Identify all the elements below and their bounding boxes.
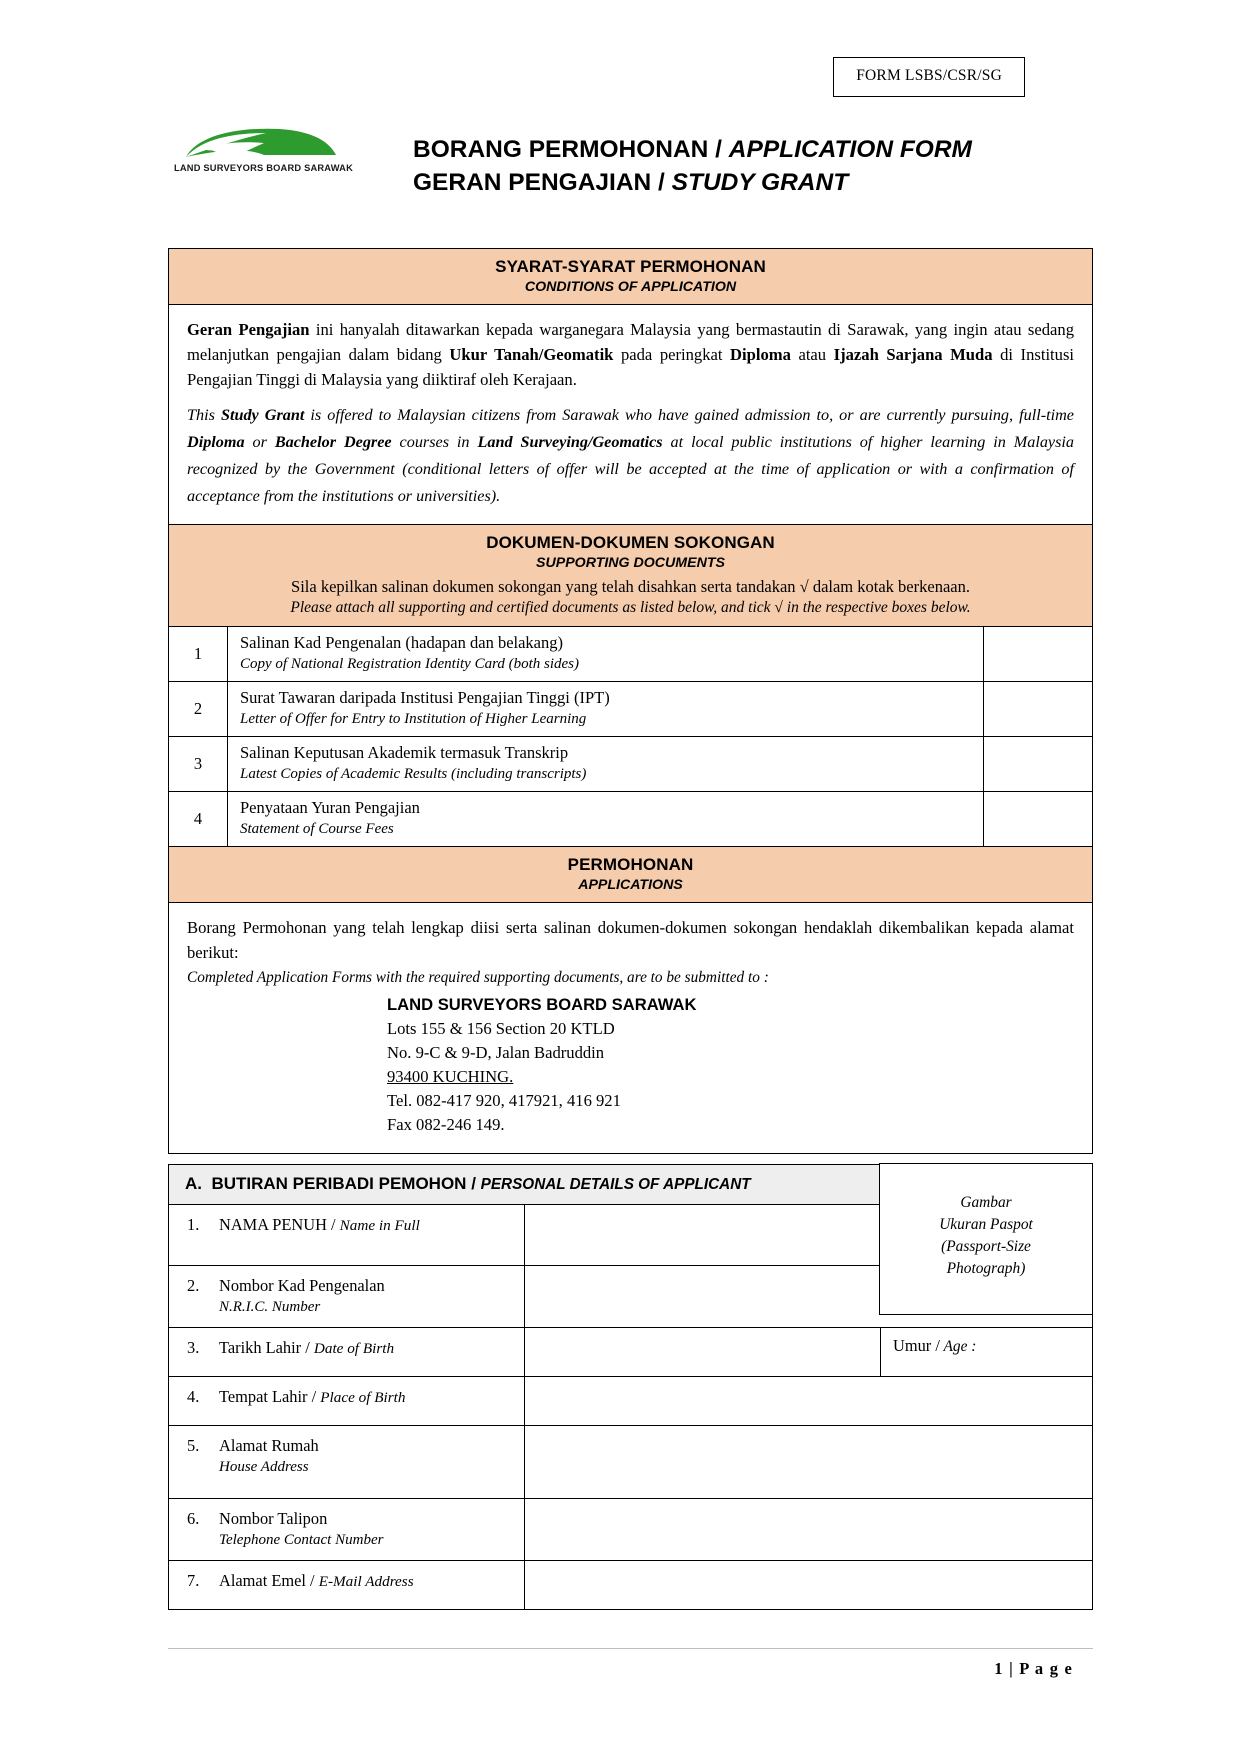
document-row-number: 1 [169, 627, 228, 681]
conditions-en-text-7: courses in [391, 433, 478, 451]
applications-heading-band [169, 847, 1092, 903]
document-row-text-ms: Penyataan Yuran Pengajian [240, 798, 420, 817]
section-a-heading-en: PERSONAL DETAILS OF APPLICANT [480, 1176, 751, 1193]
field-index-2: 2. [187, 1276, 200, 1295]
conditions-heading-band [169, 249, 1092, 305]
document-row-text [228, 737, 983, 791]
document-row-number: 3 [169, 737, 228, 791]
title-line-2-en: STUDY GRANT [671, 169, 849, 196]
field-label-name-text [187, 1213, 518, 1237]
applications-heading-en: APPLICATIONS [578, 877, 683, 893]
conditions-en-bold-2: Study Grant [220, 406, 305, 424]
section-a-heading-sep: / [466, 1174, 481, 1193]
document-row [169, 792, 1092, 847]
field-label-phone-en: Telephone Contact Number [219, 1532, 384, 1548]
applications-text-en: Completed Application Forms with the required supporting documents, are to be submitted to : [187, 969, 769, 986]
field-label-dob-en: Date of Birth [313, 1340, 395, 1357]
document-row-text-en: Statement of Course Fees [240, 821, 394, 837]
field-label-address-text [187, 1434, 518, 1457]
photo-box-line-3: (Passport-Size [941, 1238, 1031, 1255]
document-row-text [228, 627, 983, 681]
field-label-nric-ms: Nombor Kad Pengenalan [219, 1276, 385, 1295]
passport-photo-box [879, 1163, 1093, 1315]
field-label-pob [169, 1377, 525, 1425]
document-row-text-en: Copy of National Registration Identity Card (both sides) [240, 656, 580, 672]
field-label-address-ms: Alamat Rumah [219, 1436, 319, 1455]
applications-body [169, 903, 1092, 1153]
conditions-paragraph-ms [187, 317, 1074, 392]
field-label-pob-en: Place of Birth [320, 1389, 406, 1406]
field-value-dob-row [525, 1328, 1092, 1376]
field-label-pob-text [187, 1385, 518, 1409]
footer-divider [168, 1648, 1093, 1649]
document-row-tick-box[interactable] [983, 737, 1092, 791]
photo-box-line-1: Gambar [960, 1194, 1012, 1211]
document-row-text-ms: Surat Tawaran daripada Institusi Pengajian Tinggi (IPT) [240, 688, 610, 707]
title-line-1-ms: BORANG PERMOHONAN [413, 136, 709, 163]
field-index-7: 7. [187, 1571, 200, 1590]
field-index-1: 1. [187, 1215, 200, 1234]
conditions-en-text-1: This [187, 406, 221, 424]
field-index-6: 6. [187, 1509, 200, 1528]
field-row-dob [169, 1328, 1092, 1377]
field-label-email-ms: Alamat Emel [219, 1571, 306, 1590]
document-row-text-ms: Salinan Kad Pengenalan (hadapan dan belakang) [240, 633, 563, 652]
field-input-phone[interactable] [525, 1499, 1092, 1560]
document-row-number: 4 [169, 792, 228, 846]
field-input-address[interactable] [525, 1426, 1092, 1498]
field-row-phone [169, 1499, 1092, 1561]
field-label-dob-sep: / [301, 1338, 314, 1357]
title-line-1-en: APPLICATION FORM [728, 136, 972, 163]
field-label-dob-text [187, 1336, 518, 1360]
conditions-en-text-9: at local public institutions of higher learning in Malaysia recognized by the Government (conditional letters of offer will be accepted at the time of application or with a confirmation of acceptance from the institutions or universities). [187, 433, 1075, 505]
conditions-en-text-3: is offered to Malaysian citizens from Sarawak who have gained admission to, or are currently pursuing, full-time [304, 406, 1074, 424]
field-label-name-sep: / [326, 1215, 340, 1234]
field-label-nric-en: N.R.I.C. Number [219, 1299, 321, 1315]
title-line-1-sep: / [708, 136, 729, 163]
address-line-fax: Fax 082-246 149. [387, 1115, 505, 1134]
field-label-nric [169, 1266, 525, 1327]
documents-heading-en: SUPPORTING DOCUMENTS [536, 555, 725, 571]
field-label-phone-text [187, 1507, 518, 1530]
document-row-tick-box[interactable] [983, 792, 1092, 846]
field-index-3: 3. [187, 1338, 200, 1357]
photo-box-line-4: Photograph) [946, 1260, 1026, 1277]
documents-heading-ms: DOKUMEN-DOKUMEN SOKONGAN [486, 533, 775, 552]
field-label-email-sep: / [305, 1571, 319, 1590]
conditions-body [169, 305, 1092, 525]
logo-caption: LAND SURVEYORS BOARD SARAWAK [174, 163, 353, 173]
address-line-organisation: LAND SURVEYORS BOARD SARAWAK [387, 995, 697, 1014]
conditions-ms-bold-5: Diploma [730, 345, 791, 364]
conditions-ms-text-4: pada peringkat [613, 345, 731, 364]
field-label-nric-text [187, 1274, 518, 1297]
conditions-en-bold-6: Bachelor Degree [274, 433, 392, 451]
field-label-name-ms: NAMA PENUH [219, 1215, 327, 1234]
address-line-street: No. 9-C & 9-D, Jalan Badruddin [387, 1043, 605, 1062]
address-city-underlined: 93400 KUCHING. [387, 1067, 514, 1086]
document-row [169, 737, 1092, 792]
conditions-ms-bold-7: Ijazah Sarjana Muda [833, 345, 993, 364]
field-label-age-ms: Umur / [893, 1336, 940, 1355]
document-row-text-en: Letter of Offer for Entry to Institution of Higher Learning [240, 711, 587, 727]
title-line-2-ms: GERAN PENGAJIAN [413, 169, 652, 196]
document-row-text [228, 682, 983, 736]
field-label-phone-ms: Nombor Talipon [219, 1509, 328, 1528]
field-label-age [880, 1328, 1092, 1376]
conditions-ms-bold-3: Ukur Tanah/Geomatik [449, 345, 614, 364]
documents-instruction-en: Please attach all supporting and certified documents as listed below, and tick √ in the respective boxes below. [290, 599, 971, 616]
address-line-telephone: Tel. 082-417 920, 417921, 416 921 [387, 1091, 621, 1110]
field-label-email-en: E-Mail Address [318, 1573, 414, 1590]
field-row-pob [169, 1377, 1092, 1426]
field-label-pob-sep: / [307, 1387, 321, 1406]
field-label-dob [169, 1328, 525, 1376]
form-code-text: FORM LSBS/CSR/SG [856, 67, 1002, 84]
page-number: 1 | P a g e [994, 1659, 1073, 1678]
documents-heading-band [169, 525, 1092, 627]
field-label-dob-ms: Tarikh Lahir [219, 1338, 302, 1357]
title-line-2 [413, 166, 972, 199]
field-index-5: 5. [187, 1436, 200, 1455]
address-line-city [387, 1065, 1074, 1089]
conditions-ms-text-8: di Institusi Pengajian Tinggi di Malaysia yang diiktiraf oleh Kerajaan. [187, 345, 1075, 389]
document-row-text-en: Latest Copies of Academic Results (including transcripts) [240, 766, 587, 782]
field-label-address [169, 1426, 525, 1498]
information-table [168, 248, 1093, 1154]
documents-instruction-ms: Sila kepilkan salinan dokumen sokongan yang telah disahkan serta tandakan √ dalam kotak berkenaan. [291, 577, 970, 596]
form-code-box [833, 57, 1025, 97]
title-line-1 [413, 133, 972, 166]
document-row [169, 627, 1092, 682]
conditions-heading-ms: SYARAT-SYARAT PERMOHONAN [495, 257, 766, 276]
applications-heading-ms: PERMOHONAN [567, 855, 694, 874]
conditions-en-text-5: or [244, 433, 275, 451]
field-label-age-en: Age : [939, 1338, 977, 1355]
conditions-paragraph-en [187, 402, 1074, 510]
field-input-pob[interactable] [525, 1377, 1092, 1425]
conditions-heading-en: CONDITIONS OF APPLICATION [524, 279, 737, 295]
document-row-tick-box[interactable] [983, 682, 1092, 736]
section-a-letter: A. [185, 1174, 202, 1193]
title-line-2-sep: / [651, 169, 672, 196]
field-row-address [169, 1426, 1092, 1499]
field-label-name-en: Name in Full [339, 1217, 420, 1234]
conditions-ms-text-6: atau [790, 345, 834, 364]
document-row-tick-box[interactable] [983, 627, 1092, 681]
applications-text-ms: Borang Permohonan yang telah lengkap diisi serta salinan dokumen-dokumen sokongan hendaklah dikembalikan kepada alamat berikut: [187, 918, 1074, 962]
section-a-heading-ms: BUTIRAN PERIBADI PEMOHON [211, 1174, 467, 1193]
field-index-4: 4. [187, 1387, 200, 1406]
conditions-ms-text-2: ini hanyalah ditawarkan kepada warganegara Malaysia yang bermastautin di Sarawak, yang ingin atau sedang melanjutkan pengajian dalam bidang [187, 320, 1074, 364]
document-row-text [228, 792, 983, 846]
field-label-name [169, 1205, 525, 1265]
field-label-address-en: House Address [219, 1459, 309, 1475]
conditions-en-bold-8: Land Surveying/Geomatics [477, 433, 663, 451]
photo-box-line-2: Ukuran Paspot [939, 1216, 1033, 1233]
address-line-lots: Lots 155 & 156 Section 20 KTLD [387, 1019, 615, 1038]
document-header [168, 125, 1073, 215]
field-input-dob[interactable] [525, 1328, 880, 1376]
field-input-email[interactable] [525, 1561, 1092, 1609]
page-title [413, 133, 972, 199]
field-label-pob-ms: Tempat Lahir [219, 1387, 308, 1406]
document-row [169, 682, 1092, 737]
conditions-ms-bold-1: Geran Pengajian [187, 320, 310, 339]
field-label-email-text [187, 1569, 518, 1593]
document-row-number: 2 [169, 682, 228, 736]
field-label-phone [169, 1499, 525, 1560]
conditions-en-bold-4: Diploma [187, 433, 245, 451]
field-label-email [169, 1561, 525, 1609]
field-row-email [169, 1561, 1092, 1609]
document-row-text-ms: Salinan Keputusan Akademik termasuk Transkrip [240, 743, 569, 762]
